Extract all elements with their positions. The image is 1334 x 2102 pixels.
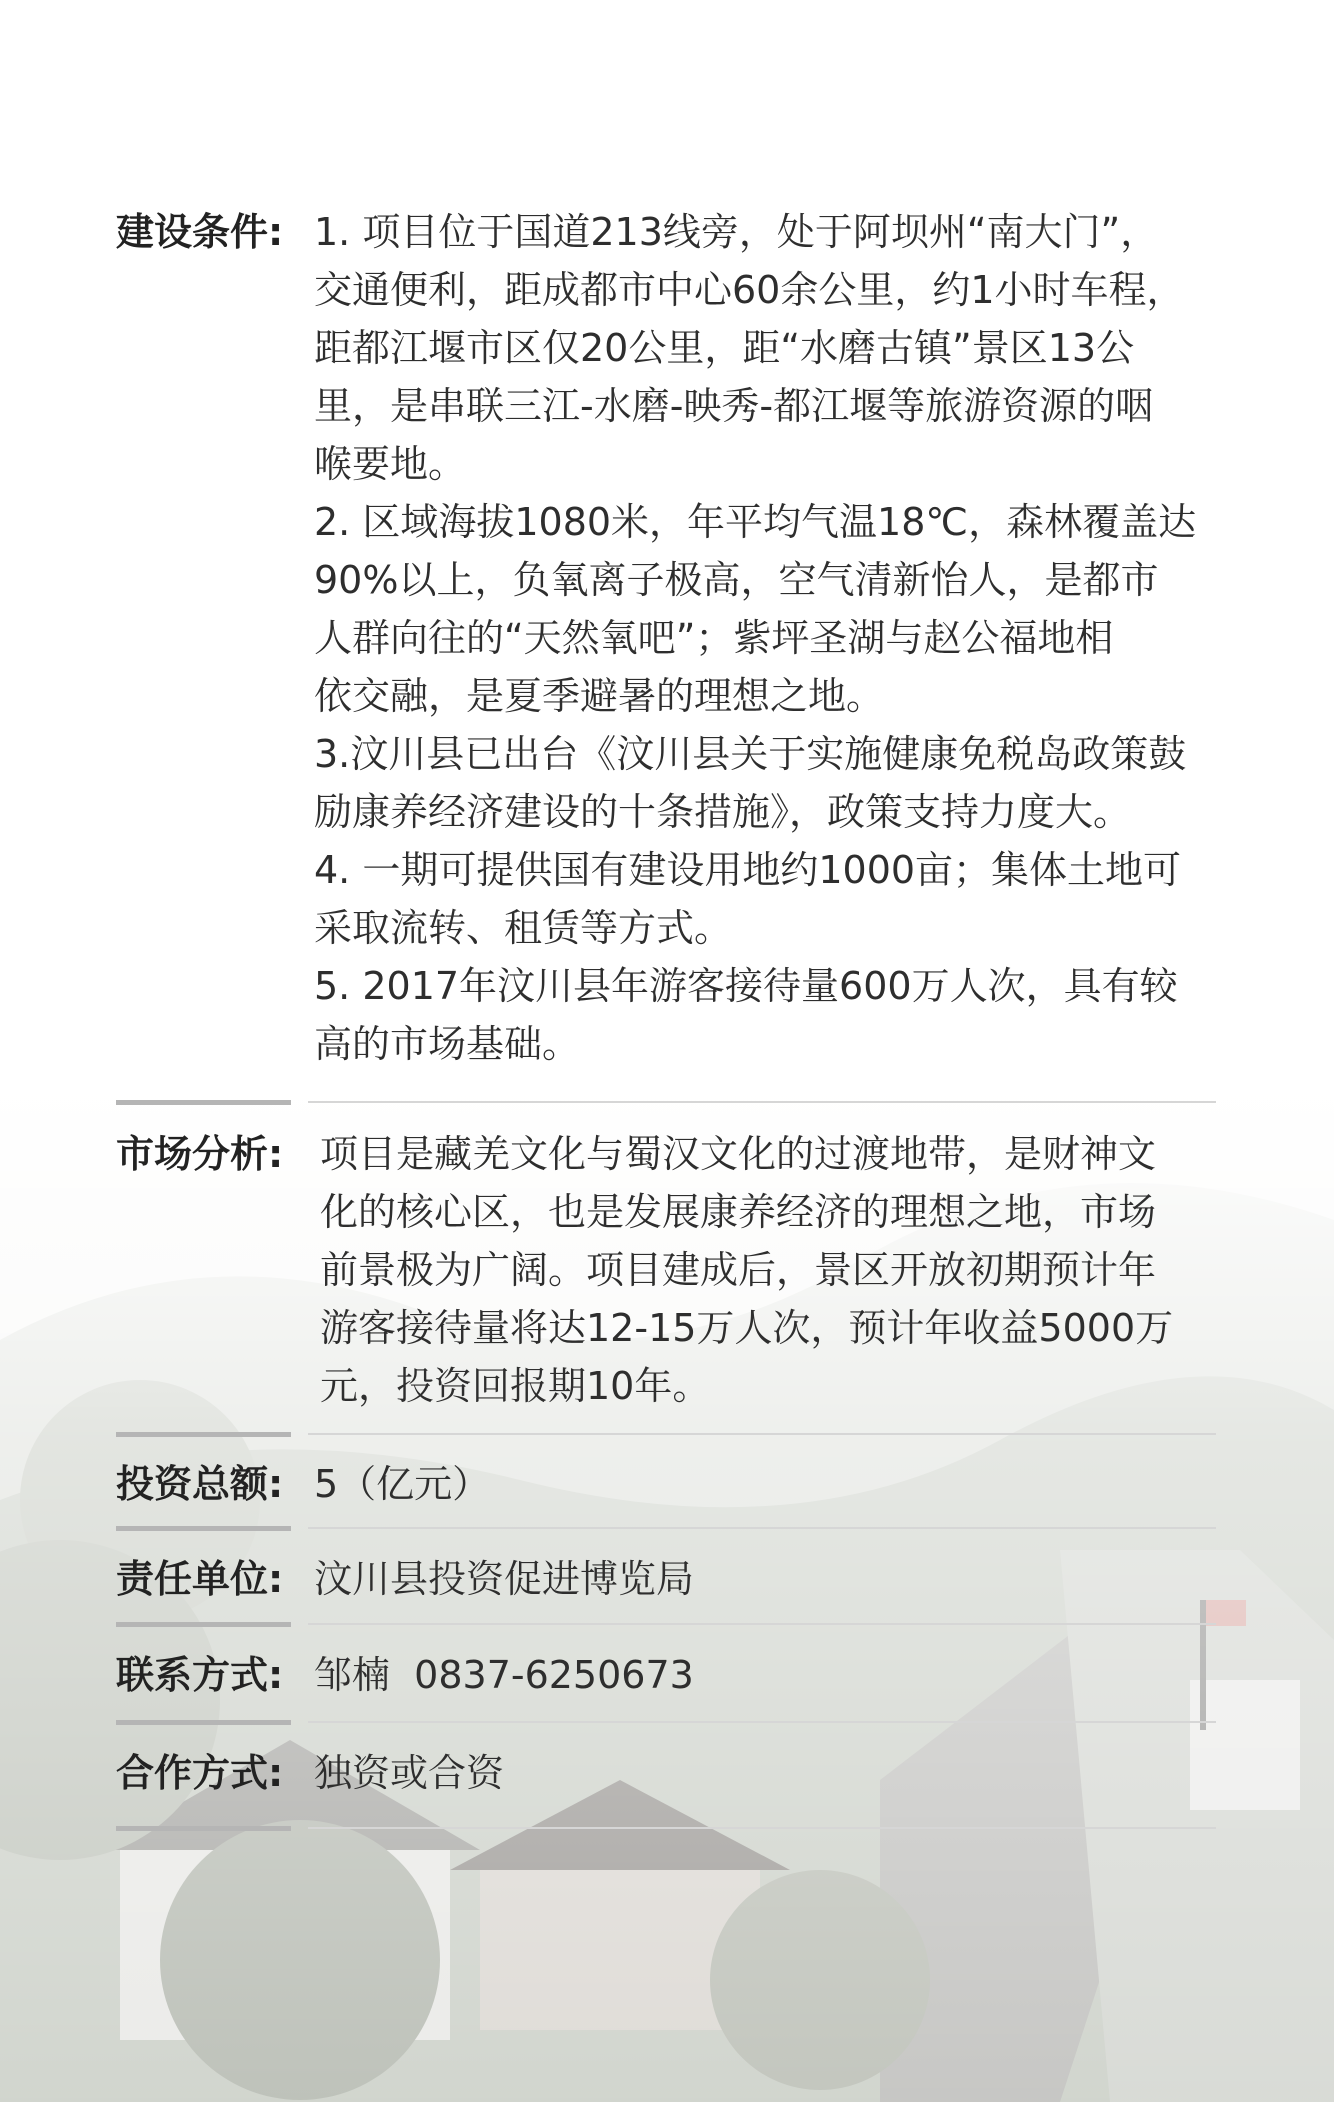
conditions-line: 里，是串联三江-水磨-映秀-都江堰等旅游资源的咽 [314,384,1154,428]
section-divider [116,1826,291,1831]
conditions-line: 依交融，是夏季避暑的理想之地。 [314,674,885,718]
conditions-line: 励康养经济建设的十条措施》，政策支持力度大。 [314,790,1132,834]
investment-total-label: 投资总额: [116,1462,284,1506]
conditions-line: 喉要地。 [314,442,467,486]
construction-conditions-text [314,203,1214,1073]
section-divider-line [308,1101,1216,1103]
section-divider-line [308,1623,1216,1625]
construction-conditions-label: 建设条件: [116,210,284,254]
conditions-line: 人群向往的“天然氧吧”；紫坪圣湖与赵公福地相 [314,616,1114,660]
conditions-line: 5. 2017年汶川县年游客接待量600万人次，具有较 [314,964,1178,1008]
section-divider-line [308,1721,1216,1723]
market-line: 前景极为广阔。项目建成后，景区开放初期预计年 [320,1248,1157,1292]
conditions-line: 2. 区域海拔1080米，年平均气温18℃，森林覆盖达 [314,500,1197,544]
contact-label: 联系方式: [116,1653,284,1697]
responsible-unit-label: 责任单位: [116,1557,284,1601]
market-line: 化的核心区，也是发展康养经济的理想之地，市场 [320,1190,1157,1234]
responsible-unit-value: 汶川县投资促进博览局 [314,1557,695,1601]
conditions-line: 高的市场基础。 [314,1022,581,1066]
conditions-line: 交通便利，距成都市中心60余公里，约1小时车程， [314,268,1185,312]
conditions-line: 1. 项目位于国道213线旁，处于阿坝州“南大门”， [314,210,1159,254]
section-divider [116,1100,291,1105]
market-analysis-text [320,1125,1220,1415]
section-divider-line [308,1433,1216,1435]
conditions-line: 采取流转、租赁等方式。 [314,906,733,950]
conditions-line: 距都江堰市区仅20公里，距“水磨古镇”景区13公 [314,326,1135,370]
section-divider-line [308,1827,1216,1829]
market-line: 元，投资回报期10年。 [320,1364,711,1408]
section-divider [116,1720,291,1725]
conditions-line: 90%以上，负氧离子极高，空气清新怡人，是都市 [314,558,1159,602]
section-divider [116,1622,291,1627]
conditions-line: 3.汶川县已出台《汶川县关于实施健康免税岛政策鼓 [314,732,1187,776]
section-divider-line [308,1527,1216,1529]
market-analysis-label: 市场分析: [116,1132,284,1176]
conditions-line: 4. 一期可提供国有建设用地约1000亩；集体土地可 [314,848,1182,892]
section-divider [116,1432,291,1437]
section-divider [116,1526,291,1531]
market-line: 游客接待量将达12-15万人次，预计年收益5000万 [320,1306,1174,1350]
investment-total-value: 5（亿元） [314,1462,491,1506]
cooperation-label: 合作方式: [116,1751,284,1795]
market-line: 项目是藏羌文化与蜀汉文化的过渡地带，是财神文 [320,1132,1157,1176]
contact-value: 邹楠 0837-6250673 [314,1653,694,1697]
cooperation-value: 独资或合资 [314,1751,505,1795]
